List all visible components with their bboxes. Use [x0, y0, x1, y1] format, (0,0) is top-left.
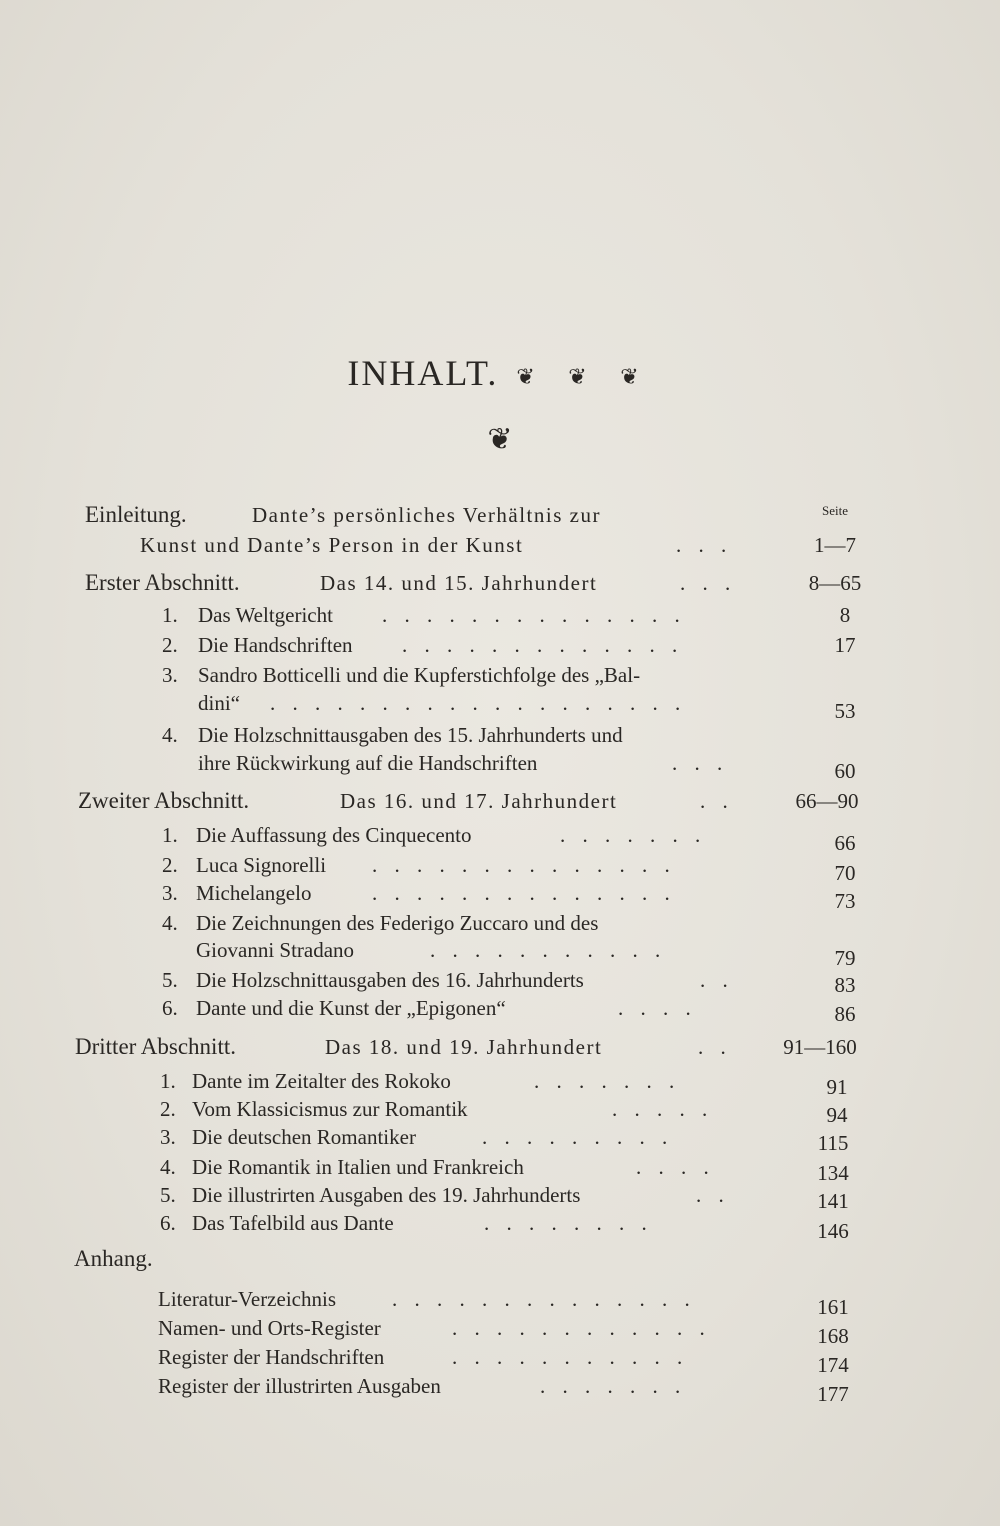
fleuron-ornament-icon: ❦ [487, 423, 513, 456]
toc-entry [0, 1152, 1000, 1185]
page-number: 177 [817, 1382, 849, 1406]
section-label: Zweiter Abschnitt. [78, 788, 250, 813]
page-number: 141 [817, 1189, 849, 1213]
entry-number: 6. [160, 1211, 176, 1235]
dot-leader: . . . . . . . . . . . . . . [372, 853, 676, 877]
dot-leader: . . [696, 1183, 730, 1207]
page-column-label: Seite [822, 503, 848, 518]
entry-number: 5. [160, 1183, 176, 1207]
toc-entry [0, 1284, 1000, 1319]
entry-number: 1. [160, 1069, 176, 1093]
toc-entry-dritter-abschnitt [0, 1032, 1000, 1062]
page-number: 146 [817, 1219, 849, 1243]
toc-entry [0, 820, 1000, 855]
dot-leader: . . . . . . . . . . . [452, 1345, 689, 1369]
entry-number: 3. [160, 1125, 176, 1149]
fleuron-icon: ❦ ❦ ❦ [516, 363, 653, 389]
toc-entry-cont [0, 935, 1000, 970]
dot-leader: . . . . . . . . . . . . . . . . . . . [270, 691, 687, 715]
toc-entry [0, 878, 1000, 913]
page-number: 1—7 [814, 533, 856, 557]
page-number: 8 [839, 603, 851, 627]
dot-leader: . . . . . . . [560, 823, 707, 847]
page-number: 66—90 [795, 789, 859, 813]
entry-text: Die Romantik in Italien und Frankreich [192, 1155, 524, 1179]
entry-text: Michelangelo [196, 881, 312, 905]
page-number: 53 [834, 699, 856, 723]
dot-leader: . . . . . [612, 1097, 714, 1121]
entry-number: 3. [162, 663, 178, 687]
entry-text: Register der Handschriften [158, 1345, 385, 1369]
entry-text: Dante’s persönliches Verhältnis zur [252, 503, 601, 527]
entry-text: Dante und die Kunst der „Epigonen“ [196, 996, 506, 1020]
entry-text: Register der illustrirten Ausgaben [158, 1374, 441, 1398]
entry-text: Kunst und Dante’s Person in der Kunst [140, 533, 524, 557]
page-number: 60 [834, 759, 856, 783]
toc-entry-einleitung [0, 500, 1000, 530]
page-number: 86 [834, 1002, 856, 1026]
dot-leader: . . . [680, 571, 737, 595]
toc-entry [0, 1180, 1000, 1213]
entry-text: Giovanni Stradano [196, 938, 355, 962]
title-text: INHALT. [347, 353, 499, 393]
dot-leader: . . . [672, 751, 729, 775]
entry-text: Dante im Zeitalter des Rokoko [192, 1069, 451, 1093]
dot-leader: . . . . . . . . . . . . [452, 1316, 711, 1340]
dot-leader: . . . . [618, 996, 697, 1020]
page-number: 17 [834, 633, 856, 657]
section-label: Einleitung. [85, 502, 187, 527]
page-number: 115 [817, 1131, 849, 1155]
toc-entry [0, 720, 1000, 750]
entry-number: 3. [162, 881, 178, 905]
entry-text: Das 14. und 15. Jahrhundert [320, 571, 598, 595]
entry-text: ihre Rückwirkung auf die Handschriften [198, 751, 538, 775]
toc-entry-cont [0, 748, 1000, 783]
page-title [0, 352, 1000, 394]
page-number: 79 [834, 946, 856, 970]
entry-text: Luca Signorelli [196, 853, 327, 877]
section-label: Dritter Abschnitt. [75, 1034, 236, 1059]
dot-leader: . . [700, 789, 734, 813]
entry-number: 2. [160, 1097, 176, 1121]
page-number: 168 [817, 1324, 849, 1348]
toc-entry-anhang [0, 1244, 1000, 1274]
toc-entry [0, 630, 1000, 660]
toc-entry [0, 1342, 1000, 1377]
entry-text: Namen- und Orts-Register [158, 1316, 381, 1340]
page-number: 66 [834, 831, 856, 855]
entry-text: Das 18. und 19. Jahrhundert [325, 1035, 603, 1059]
dot-leader: . . . . . . . . . . . . . [402, 633, 684, 657]
dot-leader: . . . . . . . . . . . . . . [372, 881, 676, 905]
page-number: 8—65 [808, 571, 862, 595]
page-number: 161 [817, 1295, 849, 1319]
toc-entry [0, 1371, 1000, 1406]
entry-number: 2. [162, 633, 178, 657]
entry-number: 4. [162, 911, 178, 935]
page-number: 73 [834, 889, 856, 913]
section-label: Erster Abschnitt. [85, 570, 240, 595]
toc-entry [0, 1066, 1000, 1099]
dot-leader: . . . . . . . . . . . . . . [392, 1287, 696, 1311]
page-number: 91—160 [783, 1035, 857, 1059]
page-number: 134 [817, 1161, 849, 1185]
toc-entry [0, 993, 1000, 1026]
entry-text: Das Tafelbild aus Dante [192, 1211, 394, 1235]
dot-leader: . . [700, 968, 734, 992]
toc-entry [0, 1122, 1000, 1155]
toc-entry [0, 965, 1000, 995]
entry-text: Die Holzschnittausgaben des 15. Jahrhunderts und [198, 723, 623, 747]
entry-text: Die illustrirten Ausgaben des 19. Jahrhunderts [192, 1183, 581, 1207]
entry-text: Literatur-Verzeichnis [158, 1287, 336, 1311]
entry-text: Das Weltgericht [198, 603, 333, 627]
dot-leader: . . . . . . . . . [482, 1125, 674, 1149]
page-number: 174 [817, 1353, 849, 1377]
entry-number: 4. [162, 723, 178, 747]
entry-number: 2. [162, 853, 178, 877]
toc-entry-erster-abschnitt [0, 568, 1000, 598]
entry-text: Die Handschriften [198, 633, 353, 657]
toc-entry [0, 660, 1000, 690]
dot-leader: . . . . . . . . [484, 1211, 653, 1235]
entry-text: Sandro Botticelli und die Kupferstichfolge des „Bal- [198, 663, 641, 687]
dot-leader: . . . . . . . . . . . [430, 938, 667, 962]
toc-entry [0, 1208, 1000, 1243]
dot-leader: . . . . . . . . . . . . . . [382, 603, 686, 627]
entry-number: 1. [162, 823, 178, 847]
dot-leader: . . . [676, 533, 733, 557]
toc-entry-zweiter-abschnitt [0, 786, 1000, 816]
dot-leader: . . . . . . . [540, 1374, 687, 1398]
entry-text: Die deutschen Romantiker [192, 1125, 416, 1149]
entry-number: 6. [162, 996, 178, 1020]
page-number: 94 [826, 1103, 848, 1127]
entry-text: Die Auffassung des Cinquecento [196, 823, 472, 847]
dot-leader: . . [698, 1035, 732, 1059]
dot-leader: . . . . . . . [534, 1069, 681, 1093]
toc-entry [0, 908, 1000, 938]
toc-entry-einleitung-cont [0, 530, 1000, 560]
toc-entry-cont [0, 688, 1000, 723]
section-label: Anhang. [74, 1246, 153, 1271]
entry-text: Das 16. und 17. Jahrhundert [340, 789, 618, 813]
entry-text: dini“ [198, 691, 240, 715]
entry-number: 1. [162, 603, 178, 627]
page-number: 83 [834, 973, 856, 997]
entry-number: 5. [162, 968, 178, 992]
entry-text: Vom Klassicismus zur Romantik [192, 1097, 468, 1121]
toc-entry [0, 1313, 1000, 1348]
entry-number: 4. [160, 1155, 176, 1179]
toc-entry [0, 1094, 1000, 1127]
page-number: 91 [826, 1075, 848, 1099]
toc-entry [0, 850, 1000, 885]
entry-text: Die Zeichnungen des Federigo Zuccaro und des [196, 911, 599, 935]
toc-entry [0, 600, 1000, 630]
entry-text: Die Holzschnittausgaben des 16. Jahrhunderts [196, 968, 584, 992]
page-number: 70 [834, 861, 856, 885]
dot-leader: . . . . [636, 1155, 715, 1179]
